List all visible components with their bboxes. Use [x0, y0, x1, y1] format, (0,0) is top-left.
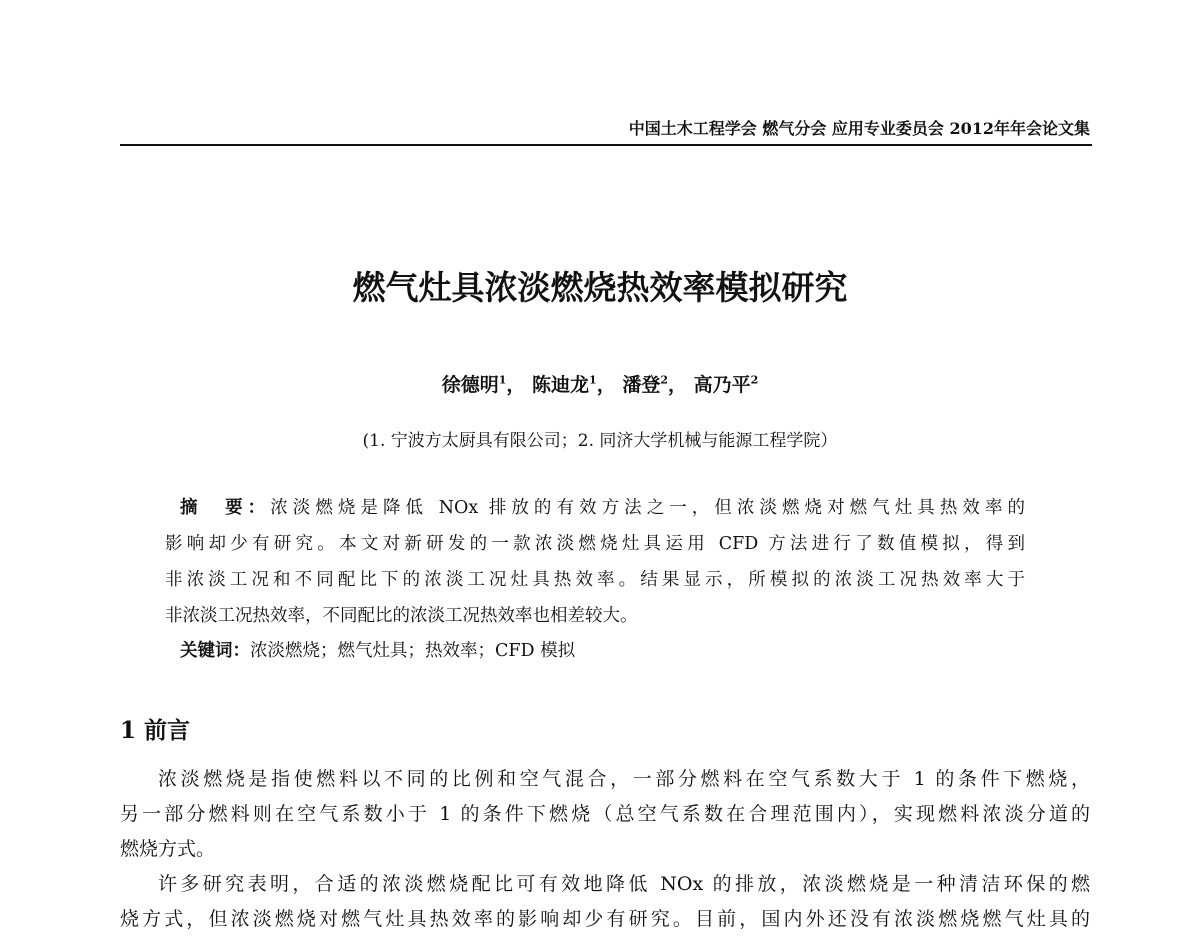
affil-mark: 1 [589, 373, 597, 387]
abstract-line: 非浓淡工况热效率，不同配比的浓淡工况热效率也相差较大。 [165, 606, 638, 626]
body-line: 烧方式，但浓淡燃烧对燃气灶具热效率的影响却少有研究。目前，国内外还没有浓淡燃烧燃气灶具的 [120, 908, 1090, 930]
header-rule [120, 144, 1092, 146]
running-header: 中国土木工程学会 燃气分会 应用专业委员会 2012年年会论文集 [628, 119, 1090, 138]
abstract-line: 影响却少有研究。本文对新研发的一款浓淡燃烧灶具运用 CFD 方法进行了数值模拟，得到 [165, 534, 1025, 554]
author: 徐德明 [441, 374, 499, 396]
abstract-label: 摘 要： [180, 498, 271, 518]
abstract-text: 浓淡燃烧是降低 NOx 排放的有效方法之一，但浓淡燃烧对燃气灶具热效率的 [270, 498, 1026, 518]
affiliations: (1. 宁波方太厨具有限公司；2. 同济大学机械与能源工程学院） [362, 431, 838, 451]
abstract-line [180, 494, 1025, 519]
paper-title: 燃气灶具浓淡燃烧热效率模拟研究 [352, 268, 848, 307]
keywords-text: 浓淡燃烧；燃气灶具；热效率；CFD 模拟 [250, 641, 576, 661]
author: 陈迪龙 [532, 374, 590, 396]
author-list: 徐德明$^1$， 陈迪龙$^1$， 潘登$^2$， 高乃平$^2$ [441, 373, 759, 396]
affil-mark: 2 [660, 373, 668, 387]
author: 潘登 [622, 374, 661, 396]
body-line: 燃烧方式。 [120, 838, 216, 860]
body-line: 另一部分燃料则在空气系数小于 1 的条件下燃烧（总空气系数在合理范围内），实现燃料浓淡分道的 [120, 803, 1090, 825]
affil-mark: 2 [750, 373, 759, 387]
author: 高乃平 [693, 374, 751, 396]
body-line: 浓淡燃烧是指使燃料以不同的比例和空气混合，一部分燃料在空气系数大于 1 的条件下燃烧， [158, 768, 1090, 790]
section-heading: 1 前言 [120, 717, 191, 744]
abstract-line: 非浓淡工况和不同配比下的浓淡工况灶具热效率。结果显示，所模拟的浓淡工况热效率大于 [165, 570, 1025, 590]
keywords [180, 637, 575, 662]
body-line: 许多研究表明，合适的浓淡燃烧配比可有效地降低 NOx 的排放，浓淡燃烧是一种清洁环保的燃 [158, 873, 1090, 895]
affil-mark: 1 [498, 373, 507, 387]
keywords-label: 关键词： [180, 641, 250, 661]
